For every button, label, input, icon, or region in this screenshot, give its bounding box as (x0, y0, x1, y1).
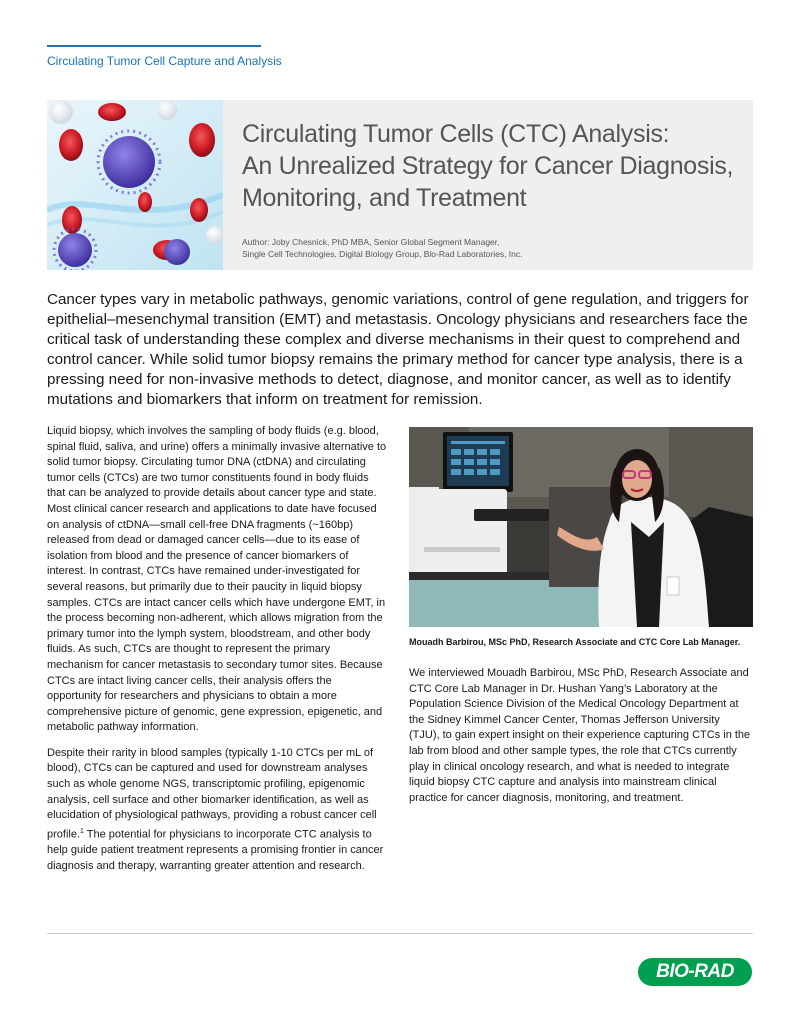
section-label: Circulating Tumor Cell Capture and Analysis (47, 54, 282, 68)
body-text: Despite their rarity in blood samples (typically 1-10 CTCs per mL of blood), CTCs can be captured and used for downstream analyses such as whole genome NGS, transcriptomic profiling, epigenomic analysis, cell surface and other biomarker identification, as well as elucidation of physiological pathways, providing a robust cancer cell profile. (47, 746, 377, 841)
title-line: Circulating Tumor Cells (CTC) Analysis: (242, 120, 670, 148)
header-rule (47, 45, 261, 47)
photo-caption: Mouadh Barbirou, MSc PhD, Research Associate and CTC Core Lab Manager. (409, 637, 741, 647)
title-line: Monitoring, and Treatment (242, 184, 527, 212)
body-text: The potential for physicians to incorporate CTC analysis to help guide patient treatment represents a promising frontier in cancer diagnosis and therapy, warranting greater attention and research. (47, 828, 384, 872)
logo-text: BIO-RAD (656, 961, 734, 982)
researcher-photo (409, 427, 753, 627)
cells-illustration (47, 100, 223, 270)
right-column (409, 666, 753, 806)
author-line: Single Cell Technologies, Digital Biology Group, Bio-Rad Laboratories, Inc. (242, 249, 523, 259)
article-title (242, 118, 733, 214)
body-paragraph (47, 746, 387, 874)
bio-rad-logo (637, 957, 753, 987)
citation-superscript: 1 (80, 827, 84, 835)
body-paragraph: Liquid biopsy, which involves the sampling of body fluids (e.g. blood, spinal fluid, saliva, and urine) offers a minimally invasive alternative to solid tumor biopsy. Circulating tumor DNA (ctDNA) and circulating tumor cells (CTCs) are two tumor constituents found in body fluids that can be analyzed to provide details about cancer type and state. Most clinical cancer research and applications to date have focused on analysis of ctDNA—small cell-free DNA fragments (~160bp) released from dead or damaged cancer cells—due to its ease of isolation from blood and the presence of cancer biomarkers of interest. In contrast, CTCs have remained under-investigated for several reasons, but primarily due to their paucity in liquid biopsy samples. CTCs are intact cancer cells which have undergone EMT, in the process becoming non-adherent, which allows migration from the primary tumor into the lymph system, bloodstream, and other body fluids. As such, CTCs are thought to represent the primary mechanism for cancer metastasis to secondary tumor sites. Because CTCs are intact living cancer cells, their analysis offers the opportunity for researchers and physicians to obtain a more comprehensive picture of genomic, gene expression, epigenetic, and metabolic pathway information. (47, 425, 387, 734)
footer-rule (47, 933, 753, 934)
title-line: An Unrealized Strategy for Cancer Diagnosis, (242, 152, 734, 180)
body-paragraph: We interviewed Mouadh Barbirou, MSc PhD, Research Associate and CTC Core Lab Manager in Dr. Hushan Yang’s Laboratory at the Population Science Division of the Medical Oncology Department at the Sidney Kimmel Cancer Center, Thomas Jefferson University (TJU), to gain expert insight on their experience capturing CTCs in the lab from blood and other sample types, the role that CTCs currently play in clinical oncology research, and what is needed to integrate liquid biopsy CTC capture and analysis into mainstream clinical practice for cancer diagnosis, monitoring, and treatment. (409, 667, 751, 804)
author-credit (242, 236, 523, 260)
author-line: Author: Joby Chesnick, PhD MBA, Senior Global Segment Manager, (242, 237, 500, 247)
left-column (47, 424, 387, 884)
lead-paragraph: Cancer types vary in metabolic pathways, genomic variations, control of gene regulation, and triggers for epithelial–mesenchymal transition (EMT) and metastasis. Oncology physicians and researchers face the critical task of understanding these complex and diverse mechanisms in their quest to comprehend and control cancer. While solid tumor biopsy remains the primary method for cancer type analysis, there is a pressing need for non-invasive methods to detect, diagnose, and monitor cancer, as well as to identify mutations and biomarkers that inform on treatment for remission. (47, 291, 749, 408)
hero-banner (47, 100, 753, 270)
